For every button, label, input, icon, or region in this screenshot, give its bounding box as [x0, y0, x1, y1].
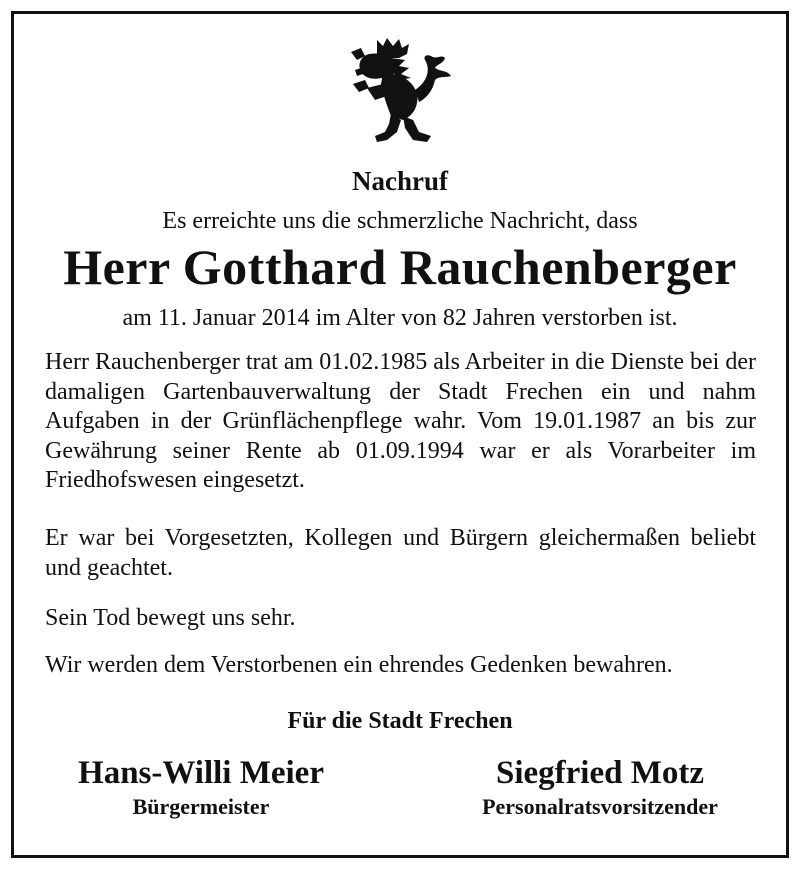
signatory-name: Hans-Willi Meier [78, 755, 324, 791]
biography-paragraph: Herr Rauchenberger trat am 01.02.1985 als Arbeiter in die Dienste bei der damaligen Gartenbauverwaltung der Stadt Frechen ein und nahm Aufgaben in der Grünflächenpflege wahr. Vom 19.01.1987 an bis zur Gewährung seiner Rente ab 01.09.1994 war er als Vorarbeiter im Friedhofswesen eingesetzt. [45, 349, 756, 493]
signatory-title: Bürgermeister [132, 794, 270, 819]
signatory-staff-council [430, 755, 770, 820]
deceased-name: Herr Gotthard Rauchenberger [63, 239, 737, 295]
grief-sentence: Sein Tod bewegt uns sehr. [45, 605, 296, 631]
heraldic-lion-icon [347, 36, 455, 148]
appreciation-paragraph: Er war bei Vorgesetzten, Kollegen und Bürgern gleichermaßen beliebt und geachtet. [45, 525, 756, 581]
signatory-name: Siegfried Motz [495, 755, 704, 791]
sender-line: Für die Stadt Frechen [287, 708, 513, 734]
remembrance-sentence: Wir werden dem Verstorbenen ein ehrendes Gedenken bewahren. [45, 652, 673, 678]
death-date-line: am 11. Januar 2014 im Alter von 82 Jahren verstorben ist. [122, 305, 678, 331]
signatory-mayor [36, 755, 366, 820]
notice-heading: Nachruf [352, 166, 448, 196]
signatory-title: Personalratsvorsitzender [482, 794, 718, 819]
intro-text: Es erreichte uns die schmerzliche Nachricht, dass [162, 208, 638, 234]
